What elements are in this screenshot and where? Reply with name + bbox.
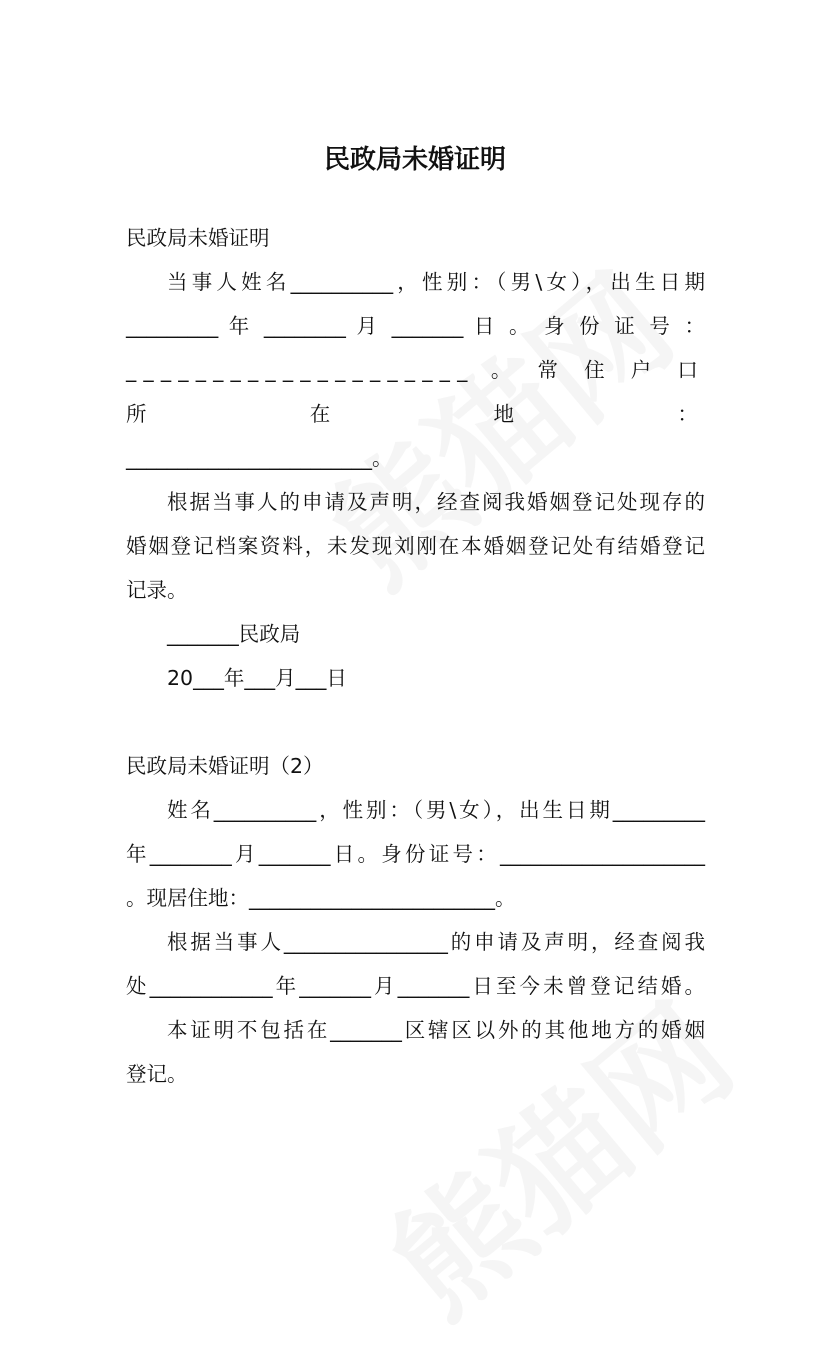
section-spacer bbox=[126, 700, 705, 744]
form-line: ____________________ 。 常 住 户 口 所 在 地 ： bbox=[126, 358, 705, 426]
form-line: 。现居住地：________________________。 bbox=[126, 886, 516, 910]
document-body bbox=[126, 216, 705, 1096]
date-line: 20___年___月___日 bbox=[167, 666, 347, 690]
document-title: 民政局未婚证明 bbox=[323, 145, 506, 175]
form-line: 姓名__________，性别：（男\女），出生日期_________ bbox=[167, 798, 705, 822]
form-line: 年________月_______日。身份证号：____________________ bbox=[126, 842, 705, 866]
body-line: 根据当事人的申请及声明，经查阅我婚姻登记处现存的 bbox=[167, 490, 705, 514]
signature-line: _______民政局 bbox=[167, 622, 301, 646]
body-line: 婚姻登记档案资料，未发现刘刚在本婚姻登记处有结婚登记 bbox=[126, 534, 705, 558]
body-line: 处____________年_______月_______日至今未曾登记结婚。 bbox=[126, 974, 705, 998]
form-line: _________ 年 ________ 月 _______ 日 。 身 份 证 号 ： bbox=[126, 314, 705, 338]
body-line: 根据当事人________________的申请及声明，经查阅我 bbox=[167, 930, 705, 954]
body-line: 记录。 bbox=[126, 578, 188, 602]
section-heading: 民政局未婚证明（2） bbox=[126, 754, 324, 778]
note-line: 本证明不包括在_______区辖区以外的其他地方的婚姻 bbox=[167, 1018, 705, 1042]
form-line: ________________________。 bbox=[126, 446, 393, 470]
note-line: 登记。 bbox=[126, 1062, 188, 1086]
section-heading: 民政局未婚证明 bbox=[126, 226, 270, 250]
form-line: 当事人姓名__________，性别：（男\女），出生日期 bbox=[167, 270, 705, 294]
